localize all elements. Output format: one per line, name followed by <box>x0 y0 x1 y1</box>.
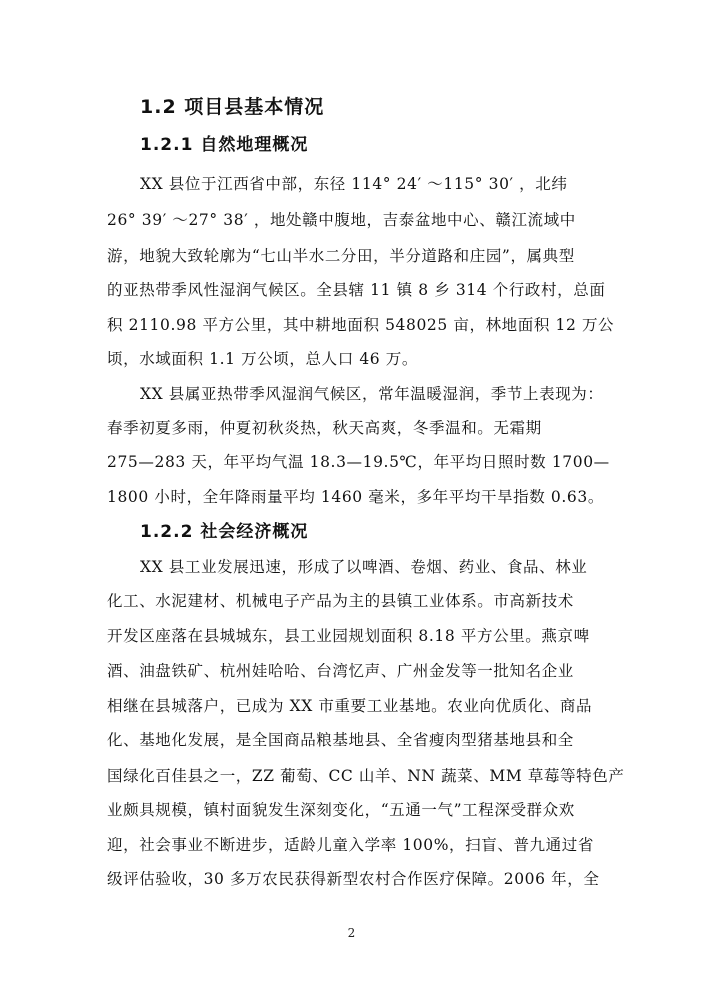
page-number: 2 <box>347 926 356 940</box>
paragraph-line: 业颇具规模，镇村面貌发生深刻变化，“五通一气”工程深受群众欢 <box>107 801 575 819</box>
paragraph-line: 积 2110.98 平方公里，其中耕地面积 548025 亩，林地面积 12 万公 <box>107 316 615 334</box>
paragraph-line: 酒、油盘铁矿、杭州娃哈哈、台湾忆声、广州金发等一批知名企业 <box>107 662 574 680</box>
subsection-heading-social-economy: 1.2.2 社会经济概况 <box>140 522 309 542</box>
paragraph-line: 级评估验收，30 多万农民获得新型农村合作医疗保障。2006 年，全 <box>107 870 600 888</box>
paragraph-line: 迎，社会事业不断进步，适龄儿童入学率 100%，扫盲、普九通过省 <box>107 836 594 854</box>
paragraph-line: 国绿化百佳县之一，ZZ 葡萄、CC 山羊、NN 蔬菜、MM 草莓等特色产 <box>107 767 625 785</box>
paragraph-line: 顷，水域面积 1.1 万公顷，总人口 46 万。 <box>107 350 418 368</box>
paragraph-line: 的亚热带季风性湿润气候区。全县辖 11 镇 8 乡 314 个行政村，总面 <box>107 281 606 299</box>
paragraph-line: 275—283 天，年平均气温 18.3—19.5℃，年平均日照时数 1700— <box>107 453 610 471</box>
paragraph-line: 春季初夏多雨，仲夏初秋炎热，秋天高爽，冬季温和。无霜期 <box>107 419 542 437</box>
paragraph-line: 相继在县城落户，已成为 XX 市重要工业基地。农业向优质化、商品 <box>107 697 593 715</box>
paragraph-line: 化、基地化发展，是全国商品粮基地县、全省瘦肉型猪基地县和全 <box>107 731 574 749</box>
paragraph-line: 1800 小时，全年降雨量平均 1460 毫米，多年平均干旱指数 0.63。 <box>107 488 604 506</box>
subsection-heading-natural-geography: 1.2.1 自然地理概况 <box>140 135 309 155</box>
paragraph-line: XX 县属亚热带季风湿润气候区，常年温暖湿润，季节上表现为： <box>140 385 604 403</box>
paragraph-line: 26° 39′ ～27° 38′ ，地处赣中腹地，吉泰盆地中心、赣江流域中 <box>107 211 576 229</box>
paragraph-line: 开发区座落在县城城东，县工业园规划面积 8.18 平方公里。燕京啤 <box>107 627 590 645</box>
paragraph-line: 化工、水泥建材、机械电子产品为主的县镇工业体系。市高新技术 <box>107 592 574 610</box>
paragraph-line: XX 县工业发展迅速，形成了以啤酒、卷烟、药业、食品、林业 <box>140 558 588 576</box>
section-heading: 1.2 项目县基本情况 <box>140 96 325 118</box>
paragraph-line: XX 县位于江西省中部，东径 114° 24′ ～115° 30′ ，北纬 <box>140 175 568 193</box>
paragraph-line: 游，地貌大致轮廓为“七山半水二分田，半分道路和庄园”，属典型 <box>107 247 575 265</box>
